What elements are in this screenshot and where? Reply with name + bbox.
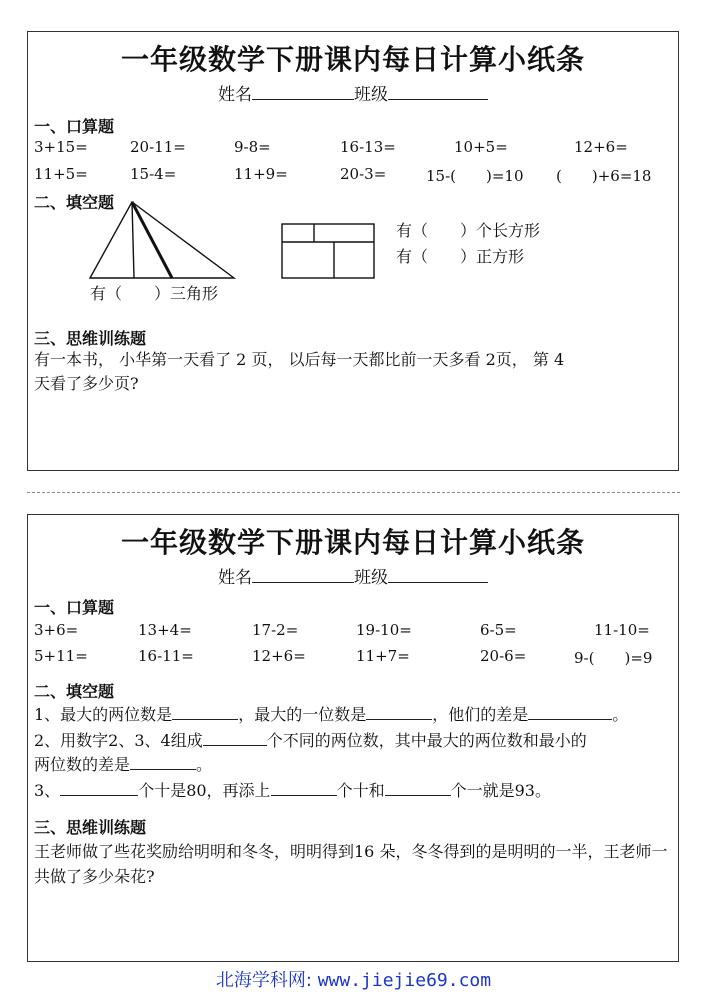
oral-item: 5+11= <box>34 647 88 665</box>
triangle-count-label: 有（ ）三角形 <box>90 284 219 303</box>
q2-text-b: 个不同的两位数，其中最大的两位数和最小的 <box>266 731 587 750</box>
oral-item: 20-3= <box>340 165 387 183</box>
section-fill-title: 二、填空题 <box>34 193 115 212</box>
oral-item: 6-5= <box>480 621 517 639</box>
q1-text-b: ，最大的一位数是 <box>238 705 367 724</box>
oral-item: 19-10= <box>356 621 412 639</box>
footer-site-name: 北海学科网: <box>215 970 318 991</box>
q3-text-a: 3、 <box>34 781 61 800</box>
section-thinking-title: 三、思维训练题 <box>34 329 147 348</box>
oral-item: 16-11= <box>138 647 194 665</box>
oral-row-1 <box>34 621 672 643</box>
rectangle-figure <box>280 222 376 280</box>
q1-text-a: 1、最大的两位数是 <box>34 705 173 724</box>
name-label: 姓名 <box>218 85 252 105</box>
oral-item: 9-8= <box>234 138 271 156</box>
oral-item: 11-10= <box>594 621 650 639</box>
oral-item: 12+6= <box>252 647 306 665</box>
q3-text-c: 个十和 <box>336 781 385 800</box>
q2-text-a: 2、用数字2、3、4组成 <box>34 731 203 750</box>
worksheet-card-2 <box>27 514 679 962</box>
section-thinking-title: 三、思维训练题 <box>34 818 147 837</box>
oral-item: 20-11= <box>130 138 186 156</box>
section-oral-title: 一、口算题 <box>34 117 115 136</box>
oral-item: 17-2= <box>252 621 299 639</box>
name-label: 姓名 <box>218 568 252 588</box>
oral-item: 11+9= <box>234 165 288 183</box>
footer-url[interactable]: www.jiejie69.com <box>317 970 492 991</box>
answer-blank <box>130 754 196 770</box>
answer-blank <box>60 780 138 796</box>
oral-item: 15-4= <box>130 165 177 183</box>
oral-item: 11+5= <box>34 165 88 183</box>
thinking-problem-line-2: 天看了多少页? <box>34 374 139 393</box>
section-oral-title: 一、口算题 <box>34 598 115 617</box>
oral-item: 11+7= <box>356 647 410 665</box>
q2-text-c: 两位数的差是 <box>34 755 131 774</box>
q3-text-d: 个一就是93。 <box>450 781 551 800</box>
fill-question-2-cont <box>34 753 672 777</box>
section-fill-title: 二、填空题 <box>34 682 115 701</box>
oral-row-2 <box>34 647 672 669</box>
answer-blank <box>203 730 267 746</box>
card-title: 一年级数学下册课内每日计算小纸条 <box>120 526 585 559</box>
answer-blank <box>385 780 451 796</box>
q1-text-d: 。 <box>612 705 629 724</box>
oral-item: 20-6= <box>480 647 527 665</box>
class-label: 班级 <box>354 568 388 588</box>
name-class-row <box>28 80 678 105</box>
q3-text-b: 个十是80，再添上 <box>138 781 271 800</box>
oral-item: 10+5= <box>454 138 508 156</box>
oral-item: 15-( )=10 <box>426 167 524 185</box>
oral-item: 9-( )=9 <box>574 649 653 667</box>
thinking-problem-line-1: 有一本书， 小华第一天看了 2 页， 以后每一天都比前一天多看 2页， 第 4 <box>34 350 565 369</box>
class-label: 班级 <box>354 85 388 105</box>
worksheet-card-1 <box>27 31 679 471</box>
rectangle-count-label: 有（ ）个长方形 <box>396 221 541 240</box>
oral-item: 3+6= <box>34 621 79 639</box>
oral-row-2 <box>34 165 672 187</box>
oral-item: 13+4= <box>138 621 192 639</box>
answer-blank <box>271 780 337 796</box>
oral-item: 16-13= <box>340 138 396 156</box>
answer-blank <box>528 704 612 720</box>
q2-text-d: 。 <box>196 755 213 774</box>
site-footer <box>0 966 707 992</box>
oral-item: 12+6= <box>574 138 628 156</box>
card-title: 一年级数学下册课内每日计算小纸条 <box>120 43 585 76</box>
class-blank <box>388 82 488 100</box>
triangle-figure <box>88 198 238 282</box>
class-blank <box>388 565 488 583</box>
oral-item: ( )+6=18 <box>556 167 652 185</box>
fill-question-3 <box>34 779 672 803</box>
square-count-label: 有（ ）正方形 <box>396 247 525 266</box>
answer-blank <box>172 704 238 720</box>
cut-line <box>27 492 680 493</box>
fill-question-2 <box>34 729 672 753</box>
thinking-problem: 王老师做了些花奖励给明明和冬冬，明明得到16 朵，冬冬得到的是明明的一半，王老师一共做了多少朵花? <box>34 842 668 886</box>
name-blank <box>252 82 354 100</box>
oral-item: 3+15= <box>34 138 88 156</box>
name-blank <box>252 565 354 583</box>
answer-blank <box>366 704 432 720</box>
oral-row-1 <box>34 138 672 160</box>
name-class-row <box>28 563 678 588</box>
q1-text-c: ，他们的差是 <box>432 705 529 724</box>
fill-question-1 <box>34 703 672 727</box>
